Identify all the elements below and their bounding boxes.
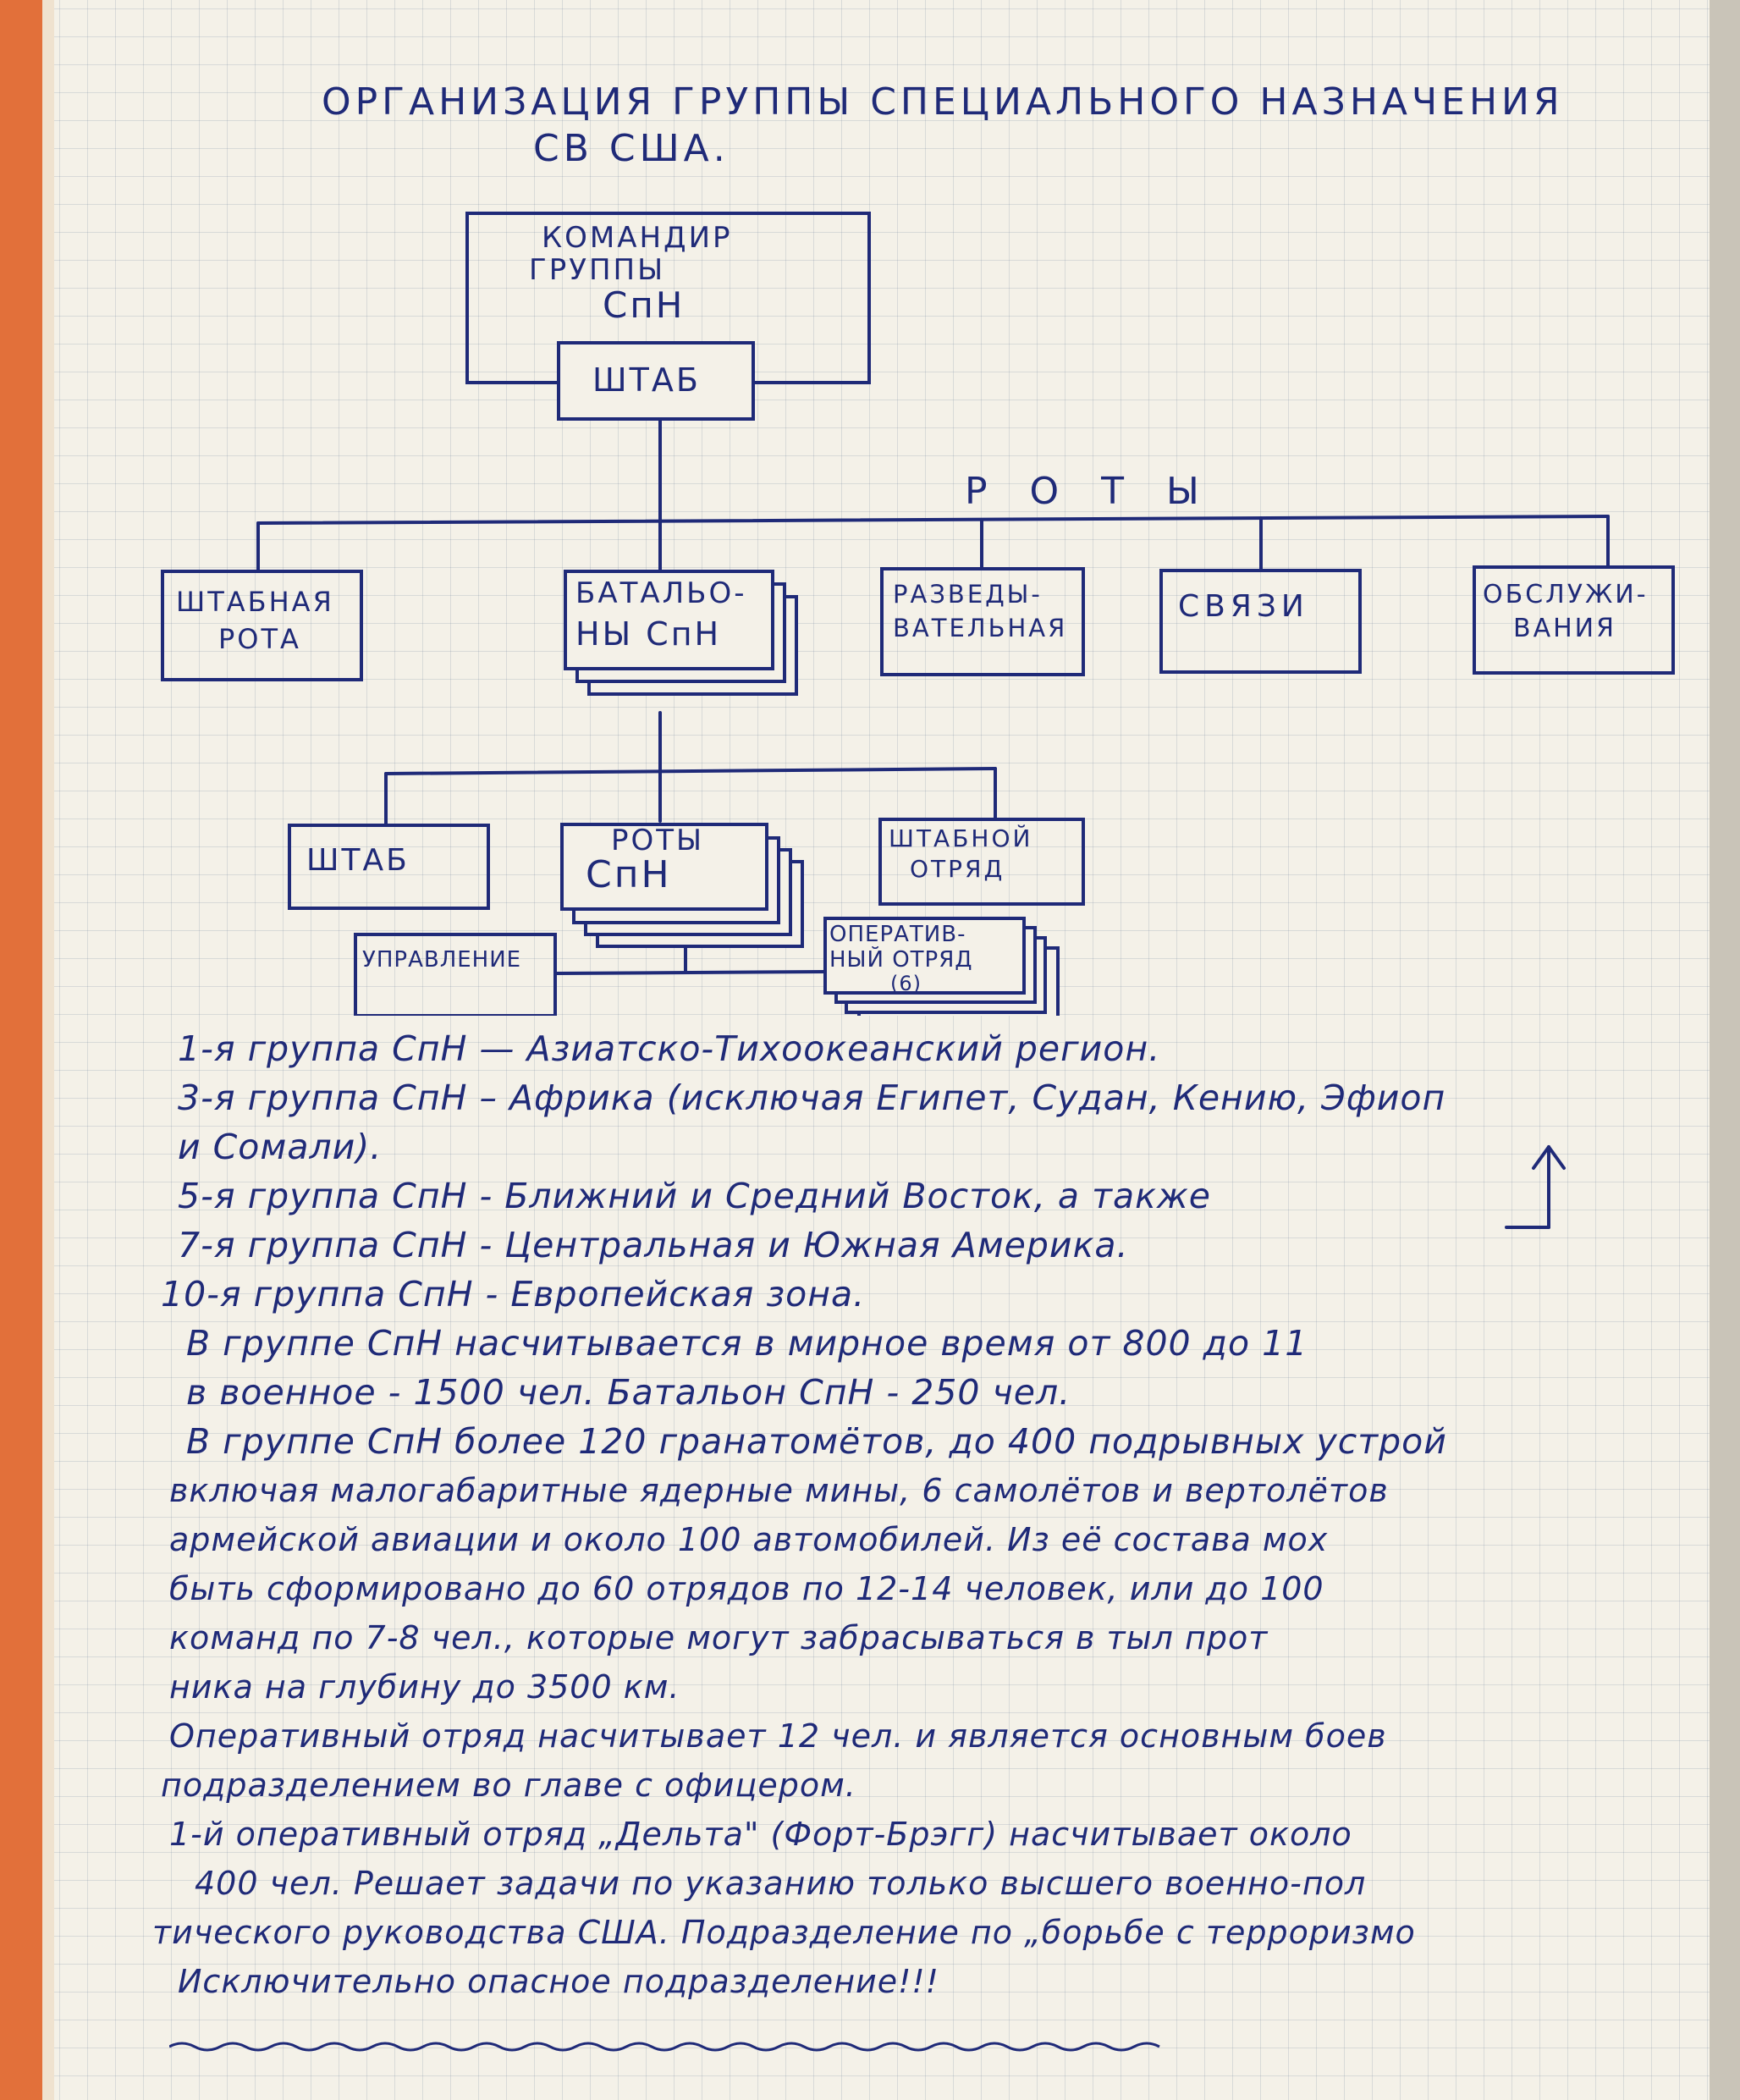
note-line: В группе СпН насчитывается в мирное время от 800 до 11 xyxy=(186,1323,1308,1364)
battalions-label-2: НЫ СпН xyxy=(575,615,722,653)
note-line: 5-я группа СпН - Ближний и Средний Восток, а также xyxy=(178,1176,1212,1216)
note-line: подразделением во главе с офицером. xyxy=(161,1767,856,1804)
hq-company-label-1: ШТАБНАЯ xyxy=(176,586,334,618)
note-line: 1-я группа СпН — Азиатско-Тихоокеанский регион. xyxy=(178,1028,1161,1069)
operational-label-3: (6) xyxy=(890,972,922,995)
companies-label: Р О Т Ы xyxy=(965,470,1214,513)
page-subtitle: СВ США. xyxy=(533,127,730,170)
companies-label-1: РОТЫ xyxy=(611,824,705,857)
note-line: тического руководства США. Подразделение по „борьбе с терроризмо xyxy=(152,1914,1416,1951)
note-line: включая малогабаритные ядерные мины, 6 самолётов и вертолётов xyxy=(169,1472,1389,1509)
note-line: в военное - 1500 чел. Батальон СпН - 250 чел. xyxy=(186,1372,1071,1413)
battalion-hq-label: ШТАБ xyxy=(306,843,410,878)
commander-label-2: ГРУППЫ xyxy=(529,253,666,287)
hq-label: ШТАБ xyxy=(592,361,701,399)
note-line: 7-я группа СпН - Центральная и Южная Америка. xyxy=(178,1225,1129,1265)
commander-label-1: КОМАНДИР xyxy=(542,221,733,255)
note-line: Оперативный отряд насчитывает 12 чел. и является основным боев xyxy=(169,1717,1387,1755)
note-line: команд по 7-8 чел., которые могут забрасываться в тыл прот xyxy=(169,1619,1269,1656)
recon-label-2: ВАТЕЛЬНАЯ xyxy=(893,614,1068,642)
battalions-label-1: БАТАЛЬО- xyxy=(575,576,747,610)
hq-detachment-label-1: ШТАБНОЙ xyxy=(889,824,1033,852)
note-line: 400 чел. Решает задачи по указанию только высшего военно-пол xyxy=(195,1865,1367,1902)
hq-detachment-label-2: ОТРЯД xyxy=(910,855,1005,883)
hq-company-label-2: РОТА xyxy=(218,623,301,655)
up-arrow-icon xyxy=(1489,1134,1591,1253)
commander-label-3: СпН xyxy=(603,284,686,326)
companies-bus xyxy=(258,516,1608,523)
page-title: ОРГАНИЗАЦИЯ ГРУППЫ СПЕЦИАЛЬНОГО НАЗНАЧЕНИЯ xyxy=(322,80,1564,124)
service-label-2: ВАНИЯ xyxy=(1513,614,1616,643)
note-line: 3-я группа СпН – Африка (исключая Египет, Судан, Кению, Эфиоп xyxy=(178,1078,1446,1118)
note-line: и Сомали). xyxy=(178,1127,383,1167)
note-line: 1-й оперативный отряд „Дельта" (Форт-Брэгг) насчитывает около xyxy=(169,1816,1352,1853)
service-label-1: ОБСЛУЖИ- xyxy=(1483,580,1649,609)
operational-label-2: НЫЙ ОТРЯД xyxy=(829,947,973,973)
signal-label: СВЯЗИ xyxy=(1178,589,1309,624)
recon-label-1: РАЗВЕДЫ- xyxy=(893,580,1043,609)
companies-label-2: СпН xyxy=(586,853,672,896)
wavy-underline xyxy=(169,2040,1168,2053)
control-label: УПРАВЛЕНИЕ xyxy=(362,947,522,973)
note-line: Исключительно опасное подразделение!!! xyxy=(178,1963,939,2000)
note-line: армейской авиации и около 100 автомобилей. Из её состава мох xyxy=(169,1521,1329,1558)
org-chart xyxy=(0,0,1740,1016)
operational-label-1: ОПЕРАТИВ- xyxy=(829,922,966,947)
note-line: быть сформировано до 60 отрядов по 12-14 человек, или до 100 xyxy=(169,1570,1324,1607)
note-line: ника на глубину до 3500 км. xyxy=(169,1668,680,1706)
notes-block xyxy=(152,1024,1710,2006)
note-line: В группе СпН более 120 гранатомётов, до 400 подрывных устрой xyxy=(186,1421,1447,1462)
note-line: 10-я группа СпН - Европейская зона. xyxy=(161,1274,866,1315)
